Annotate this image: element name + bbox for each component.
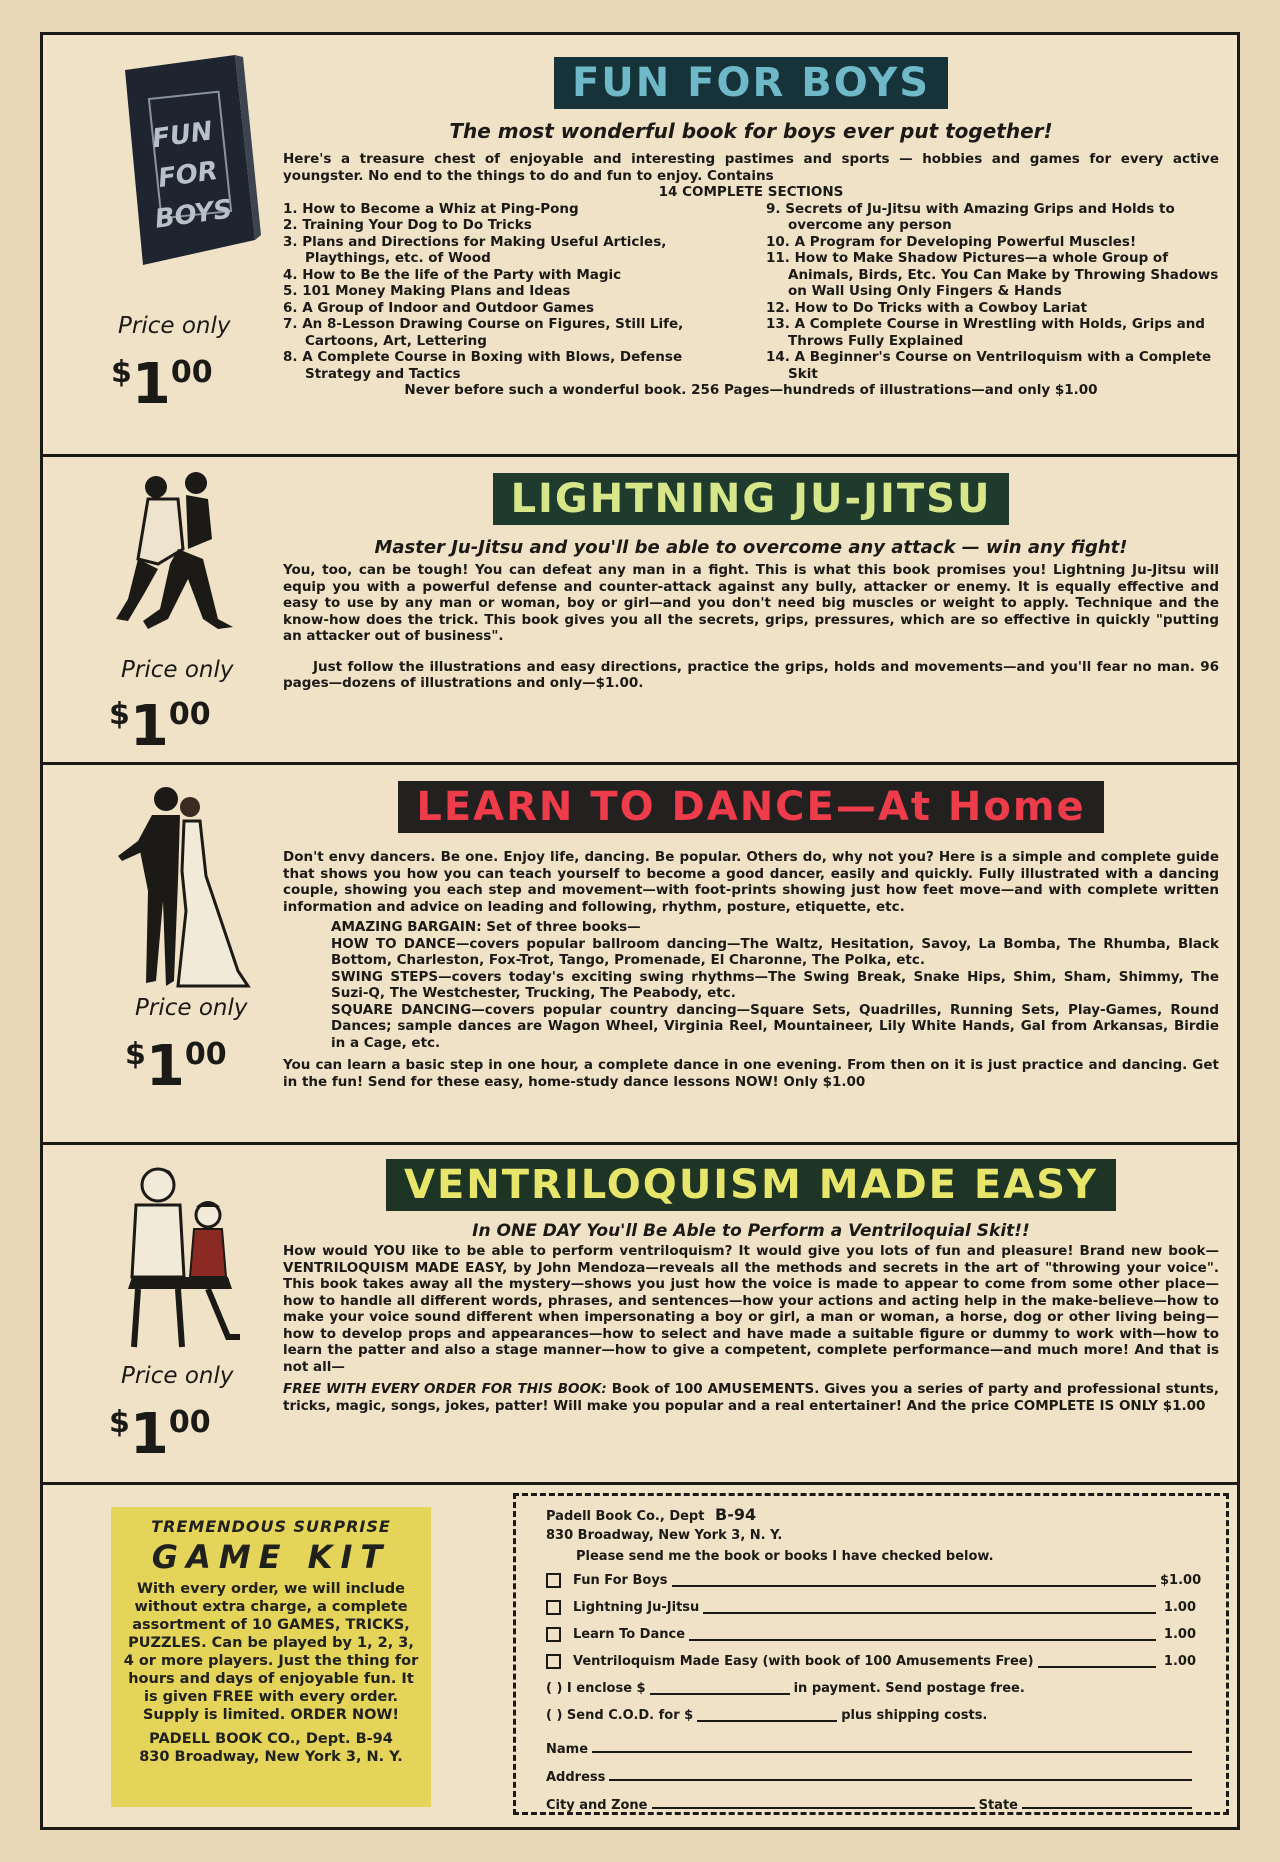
price-cents: 00 (168, 697, 211, 732)
order-item-price: 1.00 (1163, 1627, 1196, 1642)
order-company-name: Padell Book Co., Dept (546, 1509, 705, 1524)
sections-list-left (283, 201, 736, 383)
city-label: City and Zone (546, 1798, 648, 1813)
fun-for-boys-tagline: The most wonderful book for boys ever put together! (449, 119, 1053, 143)
fun-for-boys-intro: Here's a treasure chest of enjoyable and interesting pastimes and sports — hobbies and games for every active youngster. No end to the things to do and fun to enjoy. Contains (283, 151, 1219, 184)
state-field[interactable] (1022, 1807, 1192, 1809)
price-value (109, 1395, 211, 1467)
fun-for-boys-section (43, 35, 1237, 457)
ventriloquism-content (283, 1145, 1219, 1482)
ventriloquism-para2: Book of 100 AMUSEMENTS. Gives you a series of party and professional stunts, tricks, magic, songs, jokes, patter! Will make you popular and a real entertainer! And the price COMPLETE IS ONLY $1.00 (283, 1381, 1219, 1414)
list-item: 2. Training Your Dog to Do Tricks (283, 217, 532, 233)
ventriloquist-illustration-icon (108, 1157, 258, 1357)
list-item: 11. How to Make Shadow Pictures—a whole Group of Animals, Birds, Etc. You Can Make by Throwing Shadows on Wall Using Only Fingers & Hands (766, 250, 1219, 299)
checkbox[interactable] (546, 1573, 561, 1588)
ventriloquism-para1: How would YOU like to be able to perform ventriloquism? It would give you lots of fun and pleasure! Brand new book—VENTRILOQUISM MADE EASY, by John Mendoza—reveals all the methods and secrets in the art of "throwing your voice". This book takes away all the mystery—shows you just how the voice is made to appear to come from some other place—how to handle all different words, phrases, and sentences—how your actions and acting help in the make-believe—how to make your voice sound different when impersonating a boy or girl, a man or woman, a horse, dog or other living being—how to develop props and appearances—how to select and have made a suitable figure or dummy to work with—how to learn the patter and also a stage manner—how to give a competent, complete performance—and much more! And that is not all— (283, 1243, 1219, 1375)
jujitsu-title: LIGHTNING JU-JITSU (493, 473, 1010, 525)
fun-for-boys-footer: Never before such a wonderful book. 256 Pages—hundreds of illustrations—and only $1.00 (404, 382, 1098, 398)
list-item: 13. A Complete Course in Wrestling with Holds, Grips and Throws Fully Explained (766, 316, 1205, 349)
order-section (43, 1485, 1237, 1827)
list-item: 4. How to Be the life of the Party with Magic (283, 266, 622, 283)
address-line[interactable] (546, 1757, 1196, 1785)
dotted-leader (672, 1575, 1156, 1587)
book-cover-title: FUN FOR BOYS (150, 116, 235, 235)
price-cents: 00 (184, 1037, 227, 1072)
cod-label: ( ) Send C.O.D. for $ (546, 1708, 694, 1723)
ventriloquism-tagline: In ONE DAY You'll Be Able to Perform a Ventriloquial Skit!! (472, 1221, 1030, 1241)
dotted-leader (689, 1629, 1156, 1641)
dotted-leader (1038, 1656, 1156, 1668)
price-dollar: $ (111, 355, 132, 390)
game-kit-title: GAME KIT (151, 1538, 391, 1576)
order-dept: B-94 (715, 1505, 757, 1524)
price-value (109, 687, 211, 759)
jujitsu-content (283, 457, 1219, 762)
order-company (546, 1504, 1196, 1525)
dance-closing: You can learn a basic step in one hour, a complete dance in one evening. From then on it is just practice and dancing. Get in the fun! Send for these easy, home-study dance lessons NOW! Only $1.00 (283, 1057, 1219, 1090)
game-kit-address-2: 830 Broadway, New York 3, N. Y. (139, 1749, 403, 1765)
price-label: Price only (121, 657, 234, 683)
dance-section (43, 765, 1237, 1145)
city-state-line[interactable] (546, 1785, 1196, 1813)
game-kit-box (111, 1507, 431, 1807)
fun-for-boys-content (283, 35, 1219, 454)
jujitsu-para2: Just follow the illustrations and easy directions, practice the grips, holds and movements—and you'll fear no man. 96 pages—dozens of illustrations and only—$1.00. (283, 658, 1219, 691)
price-label: Price only (121, 1363, 234, 1389)
order-item-jujitsu[interactable] (546, 1594, 1196, 1621)
list-item: 12. How to Do Tricks with a Cowboy Lariat (766, 299, 1088, 316)
order-item-label: Learn To Dance (573, 1627, 686, 1642)
order-item-label: Ventriloquism Made Easy (with book of 100 Amusements Free) (573, 1654, 1034, 1669)
jujitsu-para1: You, too, can be tough! You can defeat any man in a fight. This is what this book promises you! Lightning Ju-Jitsu will equip you with a powerful defense and counter-attack against any bully, attacker or enemy. It is equally effective and easy to use by any man or woman, boy or girl—and you don't need big muscles or weight to apply. Technique and the know-how does the trick. This book gives you all the secrets, grips, pressures, which are so effective in quickly "putting an attacker out of business". (283, 562, 1219, 644)
order-item-label: Lightning Ju-Jitsu (573, 1600, 700, 1615)
ventriloquism-para2-wrap (283, 1381, 1219, 1414)
enclose-amount-field[interactable] (650, 1683, 790, 1695)
checkbox[interactable] (546, 1654, 561, 1669)
sections-list (283, 201, 1219, 383)
game-kit-body: With every order, we will include without extra charge, a complete assortment of 10 GAMES, TRICKS, PUZZLES. Can be played by 1, 2, 3, 4 or more players. Just the thing for hours and days of enjoyable fun. It is given FREE with every order. Supply is limited. ORDER NOW! (123, 1581, 419, 1723)
enclose-payment-line[interactable] (546, 1675, 1196, 1702)
order-form (513, 1493, 1229, 1815)
sections-list-right (766, 201, 1219, 383)
list-item: 1. How to Become a Whiz at Ping-Pong (283, 200, 579, 217)
price-label: Price only (118, 313, 231, 339)
name-label: Name (546, 1742, 589, 1757)
name-field[interactable] (592, 1751, 1192, 1753)
ventriloquism-section (43, 1145, 1237, 1485)
dance-left (43, 765, 273, 1142)
enclose-label: ( ) I enclose $ (546, 1681, 646, 1696)
game-kit-address-1: PADELL BOOK CO., Dept. B-94 (149, 1731, 393, 1747)
order-item-fun-for-boys[interactable] (546, 1567, 1202, 1594)
jujitsu-left (43, 457, 273, 762)
order-item-price: 1.00 (1163, 1654, 1196, 1669)
checkbox[interactable] (546, 1600, 561, 1615)
game-kit-subtitle: TREMENDOUS SURPRISE (151, 1517, 391, 1536)
price-dollar: $ (109, 697, 130, 732)
price-value (125, 1027, 227, 1099)
price-label: Price only (135, 995, 248, 1021)
jujitsu-section (43, 457, 1237, 765)
price-whole: 1 (131, 352, 171, 417)
price-whole: 1 (129, 694, 169, 759)
price-dollar: $ (109, 1405, 130, 1440)
list-item: 7. An 8-Lesson Drawing Course on Figures, Still Life, Cartoons, Art, Lettering (283, 316, 684, 349)
wrestlers-illustration-icon (108, 469, 248, 639)
price-value (111, 345, 213, 417)
cod-note: plus shipping costs. (841, 1708, 988, 1723)
jujitsu-tagline: Master Ju-Jitsu and you'll be able to overcome any attack — win any fight! (374, 537, 1128, 558)
list-item: 10. A Program for Developing Powerful Muscles! (766, 233, 1137, 250)
order-item-dance[interactable] (546, 1621, 1196, 1648)
dance-content (283, 765, 1219, 1142)
address-field[interactable] (609, 1779, 1192, 1781)
price-whole: 1 (129, 1402, 169, 1467)
dance-book2: SWING STEPS—covers today's exciting swing rhythms—The Swing Break, Snake Hips, Shim, Sham, Shimmy, The Suzi-Q, The Westchester, Trucking, The Peabody, etc. (331, 968, 1219, 1001)
order-item-price: 1.00 (1163, 1600, 1196, 1615)
state-label: State (978, 1798, 1018, 1813)
order-item-ventriloquism[interactable] (546, 1648, 1196, 1675)
price-whole: 1 (145, 1034, 185, 1099)
cod-amount-field[interactable] (697, 1710, 837, 1722)
checkbox[interactable] (546, 1627, 561, 1642)
price-dollar: $ (125, 1037, 146, 1072)
list-item: 8. A Complete Course in Boxing with Blows, Defense Strategy and Tactics (283, 349, 683, 382)
list-item: 6. A Group of Indoor and Outdoor Games (283, 299, 595, 316)
dance-intro: Don't envy dancers. Be one. Enjoy life, dancing. Be popular. Others do, why not you? Here is a simple and complete guide that shows you how you can teach yourself to become a good dancer, easily and quickly. Fully illustrated with a dancing couple, showing you each step and movement—with foot-prints showing just how feet move—and with complete written information and advice on leading and following, rhythm, posture, etiquette, etc. (283, 849, 1219, 915)
dance-bargain: AMAZING BARGAIN: Set of three books— (331, 919, 641, 935)
ventriloquism-title: VENTRILOQUISM MADE EASY (386, 1159, 1116, 1211)
fun-for-boys-left (43, 35, 273, 454)
dance-book1: HOW TO DANCE—covers popular ballroom dancing—The Waltz, Hesitation, Savoy, La Bomba, The Rhumba, Black Bottom, Charleston, Fox-Trot, Tango, Promenade, El Charonne, The Polka, etc. (331, 935, 1219, 968)
cod-line[interactable] (546, 1702, 1196, 1729)
ad-page (40, 32, 1240, 1830)
order-address: 830 Broadway, New York 3, N. Y. (546, 1528, 783, 1543)
free-offer-lead: FREE WITH EVERY ORDER FOR THIS BOOK: (283, 1381, 607, 1397)
order-item-price: $1.00 (1160, 1573, 1202, 1588)
price-cents: 00 (170, 355, 213, 390)
name-line[interactable] (546, 1729, 1196, 1757)
price-cents: 00 (168, 1405, 211, 1440)
city-field[interactable] (652, 1807, 975, 1809)
enclose-note: in payment. Send postage free. (793, 1681, 1025, 1696)
dancing-couple-icon (108, 781, 258, 1001)
address-label: Address (546, 1770, 606, 1785)
order-instruction: Please send me the book or books I have checked below. (576, 1549, 994, 1564)
list-item: 14. A Beginner's Course on Ventriloquism with a Complete Skit (766, 349, 1212, 382)
list-item: 9. Secrets of Ju-Jitsu with Amazing Grips and Holds to overcome any person (766, 200, 1175, 233)
list-item: 5. 101 Money Making Plans and Ideas (283, 283, 571, 299)
ventriloquism-left (43, 1145, 273, 1482)
dance-title: LEARN TO DANCE—At Home (398, 781, 1103, 833)
dotted-leader (703, 1602, 1156, 1614)
list-item: 3. Plans and Directions for Making Useful Articles, Playthings, etc. of Wood (283, 233, 667, 266)
fun-for-boys-title: FUN FOR BOYS (554, 57, 948, 109)
dance-book3: SQUARE DANCING—covers popular country dancing—Square Sets, Quadrilles, Running Sets, Play-Games, Round Dances; sample dances are Wagon Wheel, Virginia Reel, Mountaineer, Lily White Hands, Gal from Arkansas, Birdie in a Cage, etc. (331, 1001, 1219, 1051)
sections-heading: 14 COMPLETE SECTIONS (658, 184, 844, 200)
order-item-label: Fun For Boys (573, 1573, 668, 1588)
